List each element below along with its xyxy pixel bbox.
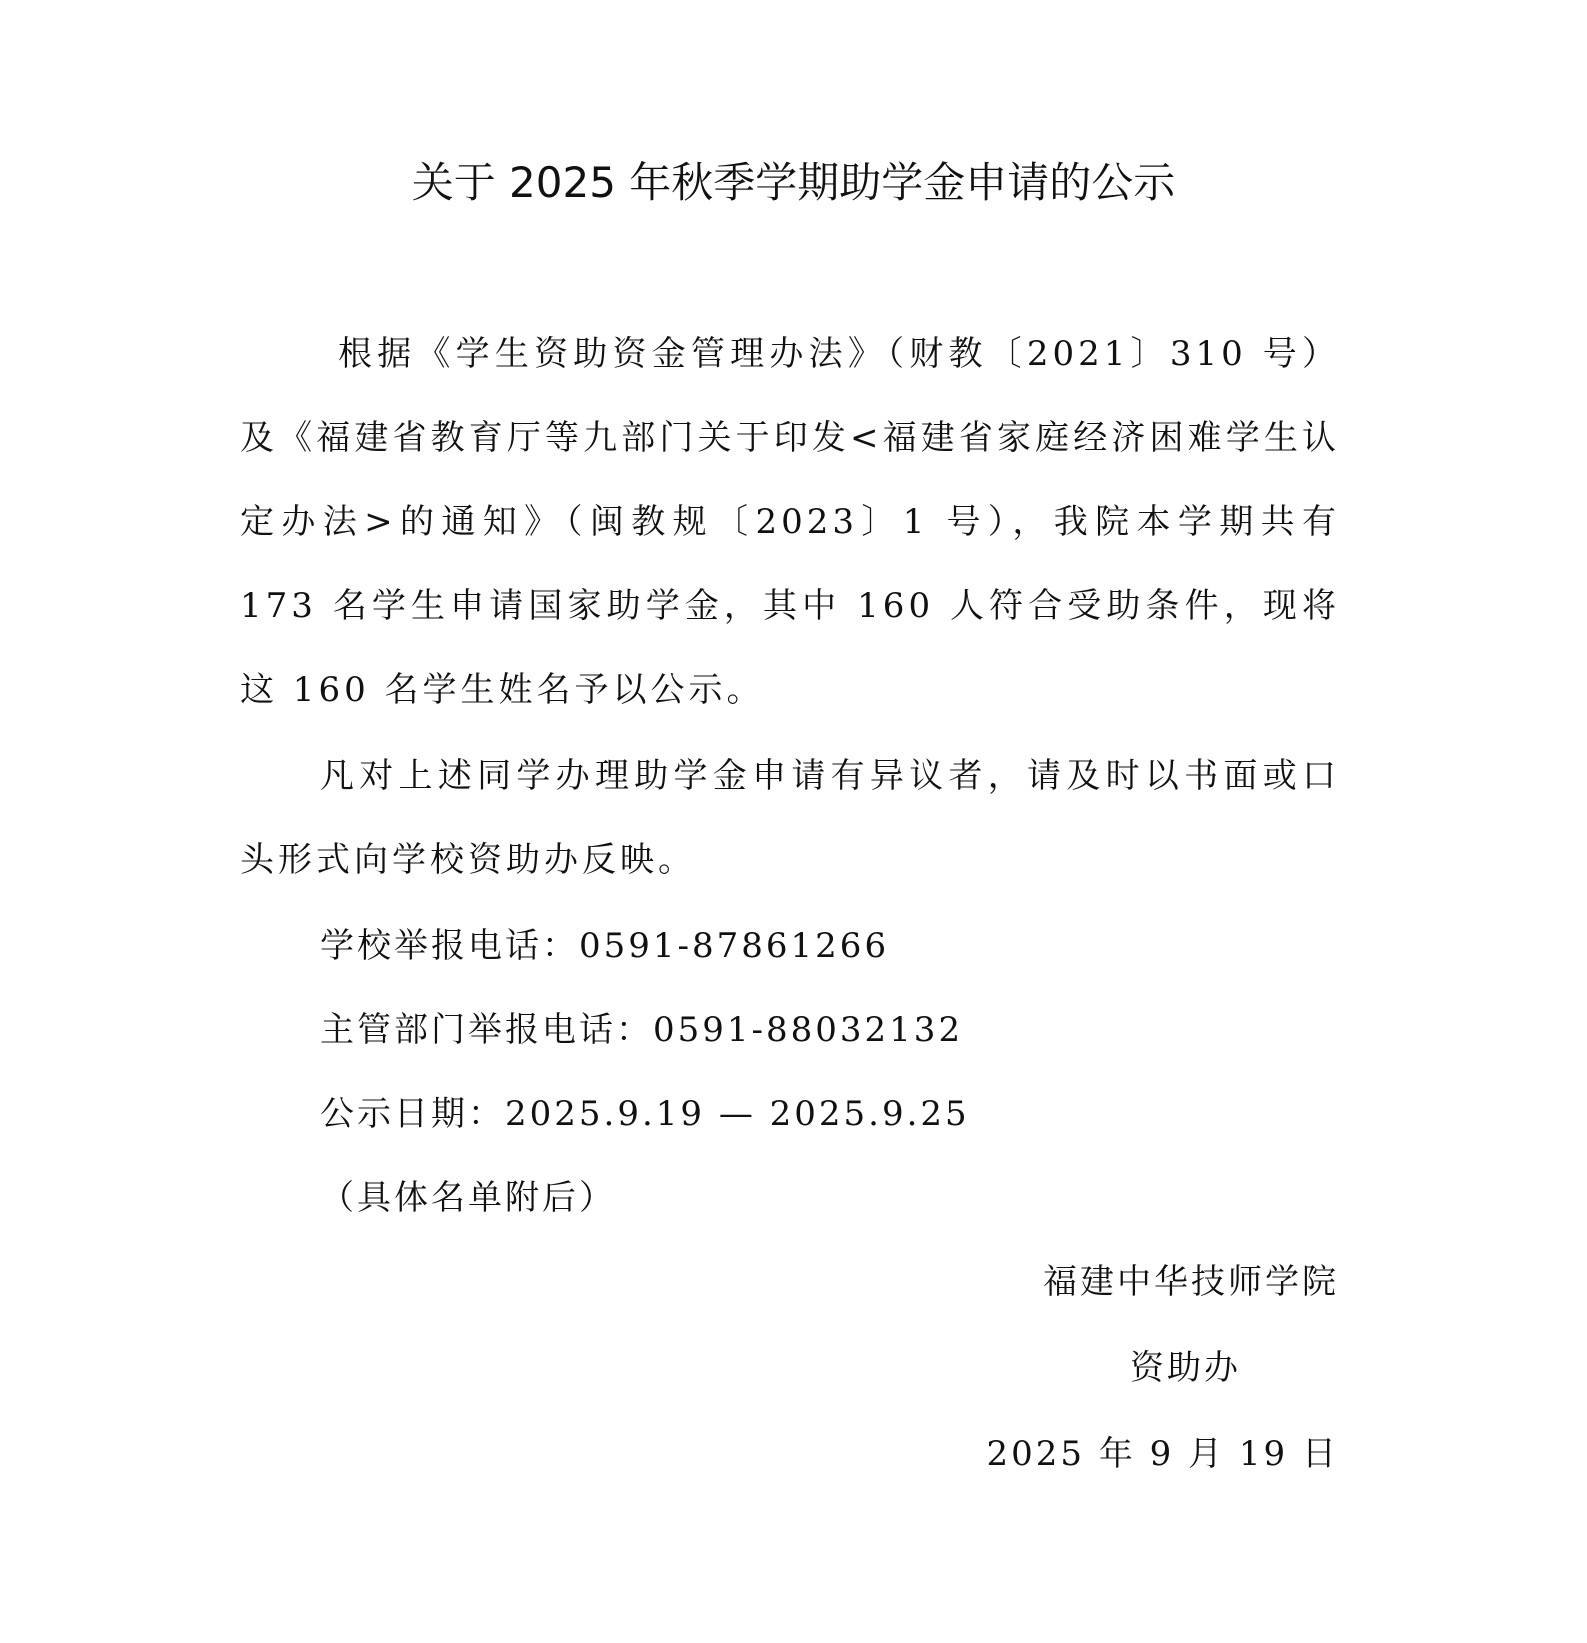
school-report-phone: 学校举报电话：0591-87861266: [320, 926, 890, 966]
signature-date: 2025 年 9 月 19 日: [986, 1434, 1339, 1474]
notice-paragraph-2: 凡对上述同学办理助学金申请有异议者，请及时以书面或口头形式向学校资助办反映。: [240, 756, 1340, 880]
list-attached-note: （具体名单附后）: [320, 1178, 616, 1218]
signature-office: 资助办: [1130, 1348, 1241, 1388]
publicity-period: 公示日期：2025.9.19 — 2025.9.25: [320, 1094, 970, 1134]
signature-school: 福建中华技师学院: [1043, 1262, 1339, 1302]
notice-title: 关于 2025 年秋季学期助学金申请的公示: [411, 158, 1176, 207]
notice-paragraph-1: 根据《学生资助资金管理办法》（财教〔2021〕310 号）及《福建省教育厅等九部门关于印发<福建省家庭经济困难学生认定办法>的通知》（闽教规〔2023〕1 号），我院本学期共有 173 名学生申请国家助学金，其中 160 人符合受助条件，现将这 160 名学生姓名予以公示。: [240, 334, 1340, 710]
department-report-phone: 主管部门举报电话：0591-88032132: [320, 1010, 964, 1050]
